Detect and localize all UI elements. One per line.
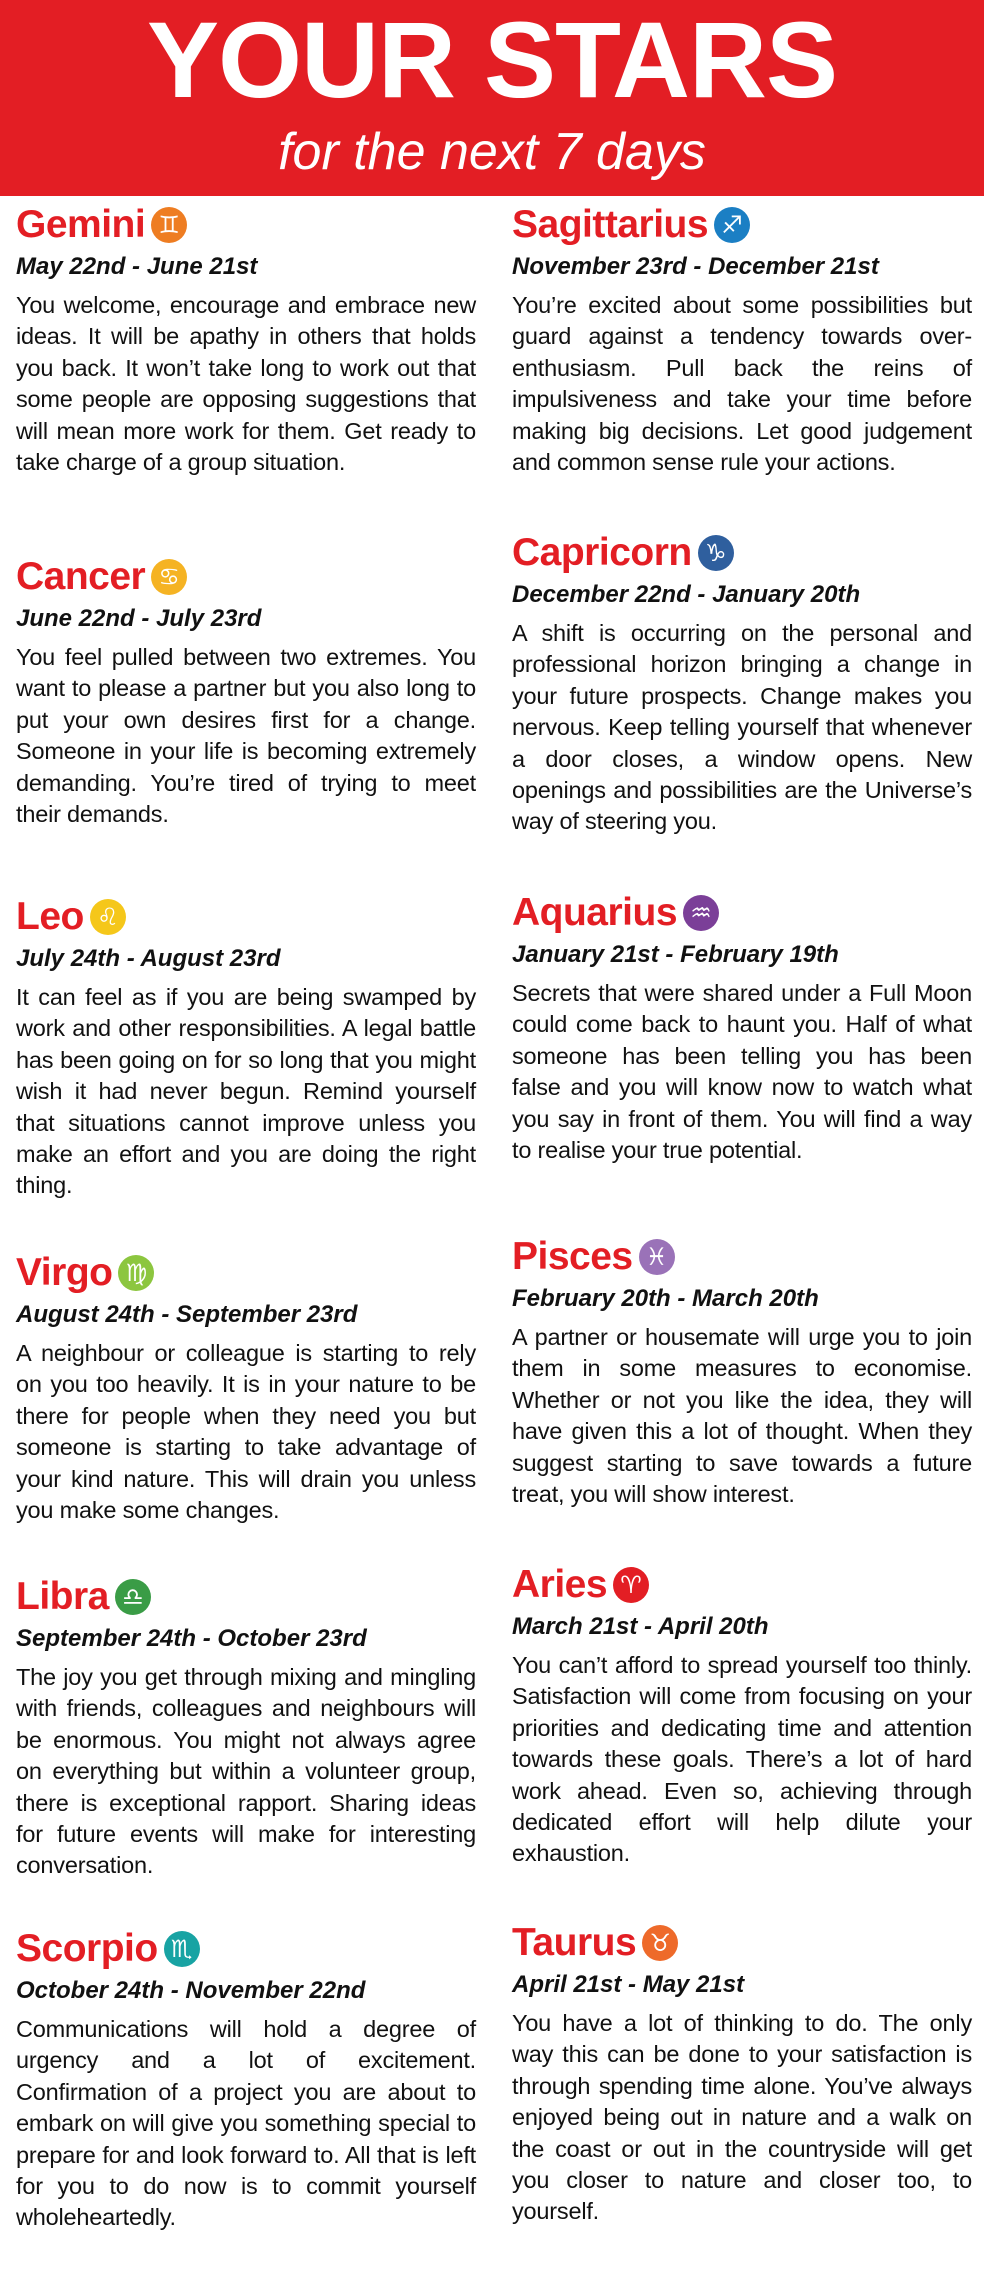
sign-name: Virgo — [16, 1251, 113, 1294]
gemini-icon: ♊ — [151, 207, 187, 243]
sign-name: Taurus — [512, 1921, 637, 1964]
aries-icon: ♈ — [613, 1567, 649, 1603]
page-subtitle: for the next 7 days — [278, 123, 706, 181]
sign-name: Aries — [512, 1563, 608, 1606]
sign-name: Scorpio — [16, 1927, 158, 1970]
cancer-icon: ♋ — [151, 559, 187, 595]
sign-forecast: You can’t afford to spread yourself too thinly. Satisfaction will come from focusing on your priorities and dedicating time and attention towards these goals. There’s a lot of hard work ahead. Even so, achieving through dedicated effort will help dilute your exhaustion. — [512, 1652, 972, 1867]
sign-virgo — [16, 1248, 476, 1526]
sign-taurus — [512, 1918, 972, 2228]
sign-dates: November 23rd - December 21st — [512, 253, 879, 280]
sign-forecast: It can feel as if you are being swamped by work and other responsibilities. A legal battle has been going on for so long that you might wish it had never begun. Remind yourself that situations cannot improve unless you make an effort and you are doing the right thing. — [16, 984, 476, 1199]
libra-icon: ♎ — [115, 1579, 151, 1615]
sign-dates: February 20th - March 20th — [512, 1285, 819, 1312]
sign-forecast: A neighbour or colleague is starting to rely on you too heavily. It is in your nature to be there for people when they need you but someone is starting to take advantage of your kind nature. This will drain you unless you make some changes. — [16, 1340, 476, 1524]
sign-aquarius — [512, 888, 972, 1166]
sign-forecast: Secrets that were shared under a Full Moon could come back to haunt you. Half of what someone has been telling you has been false and you will know now to watch what you say in front of them. You will find a way to realise your true potential. — [512, 980, 972, 1164]
sign-leo — [16, 892, 476, 1202]
leo-icon: ♌ — [90, 899, 126, 935]
sign-dates: October 24th - November 22nd — [16, 1977, 366, 2004]
capricorn-icon: ♑ — [698, 535, 734, 571]
sign-dates: September 24th - October 23rd — [16, 1625, 367, 1652]
sagittarius-icon: ♐ — [714, 207, 750, 243]
sign-name: Aquarius — [512, 891, 678, 934]
taurus-icon: ♉ — [642, 1925, 678, 1961]
sign-scorpio — [16, 1924, 476, 2234]
sign-forecast: You welcome, encourage and embrace new ideas. It will be apathy in others that holds you back. It won’t take long to work out that some people are opposing suggestions that will mean more work for them. Get ready to take charge of a group situation. — [16, 292, 476, 476]
sign-name: Sagittarius — [512, 203, 709, 246]
sign-name: Cancer — [16, 555, 146, 598]
sign-name: Libra — [16, 1575, 109, 1618]
sign-sagittarius — [512, 200, 972, 478]
sign-pisces — [512, 1232, 972, 1510]
sign-aries — [512, 1560, 972, 1870]
sign-name: Pisces — [512, 1235, 633, 1278]
pisces-icon: ♓ — [639, 1239, 675, 1275]
page-header — [0, 0, 984, 196]
sign-forecast: Communications will hold a degree of urgency and a lot of excitement. Confirmation of a project you are about to embark on will give you something special to prepare for and look forward to. All that is left for you to do now is to commit yourself wholeheartedly. — [16, 2016, 476, 2231]
sign-dates: December 22nd - January 20th — [512, 581, 861, 608]
sign-dates: May 22nd - June 21st — [16, 253, 258, 280]
scorpio-icon: ♏ — [164, 1931, 200, 1967]
sign-dates: March 21st - April 20th — [512, 1613, 769, 1640]
sign-dates: July 24th - August 23rd — [16, 945, 281, 972]
virgo-icon: ♍ — [118, 1255, 154, 1291]
sign-cancer — [16, 552, 476, 830]
sign-forecast: A shift is occurring on the personal and professional horizon bringing a change in your future prospects. Change makes you nervous. Keep telling yourself that whenever a door closes, a window opens. New openings and possibilities are the Universe’s way of steering you. — [512, 620, 972, 835]
sign-dates: August 24th - September 23rd — [16, 1301, 358, 1328]
sign-forecast: You have a lot of thinking to do. The only way this can be done to your satisfaction is through spending time alone. You’ve always enjoyed being out in nature and a walk on the coast or out in the countryside will get you closer to nature and closer too, to yourself. — [512, 2010, 972, 2225]
sign-dates: April 21st - May 21st — [512, 1971, 745, 1998]
sign-name: Leo — [16, 895, 84, 938]
sign-forecast: The joy you get through mixing and mingling with friends, colleagues and neighbours will be enormous. You might not always agree on everything but within a volunteer group, there is exceptional rapport. Sharing ideas for future events will make for interesting conversation. — [16, 1664, 476, 1879]
sign-libra — [16, 1572, 476, 1882]
page-title: YOUR STARS — [146, 0, 838, 120]
sign-gemini — [16, 200, 476, 478]
sign-dates: June 22nd - July 23rd — [16, 605, 262, 632]
sign-forecast: You’re excited about some possibilities but guard against a tendency towards over-enthusiasm. Pull back the reins of impulsiveness and take your time before making big decisions. Let good judgement and common sense rule your actions. — [512, 292, 972, 476]
sign-dates: January 21st - February 19th — [512, 941, 839, 968]
sign-forecast: A partner or housemate will urge you to join them in some measures to economise. Whether or not you like the idea, they will have given this a lot of thought. When they suggest starting to save towards a future treat, you will show interest. — [512, 1324, 972, 1508]
sign-forecast: You feel pulled between two extremes. You want to please a partner but you also long to put your own desires first for a change. Someone in your life is becoming extremely demanding. You’re tired of trying to meet their demands. — [16, 644, 476, 828]
sign-name: Gemini — [16, 203, 146, 246]
sign-name: Capricorn — [512, 531, 692, 574]
aquarius-icon: ♒ — [683, 895, 719, 931]
sign-capricorn — [512, 528, 972, 838]
